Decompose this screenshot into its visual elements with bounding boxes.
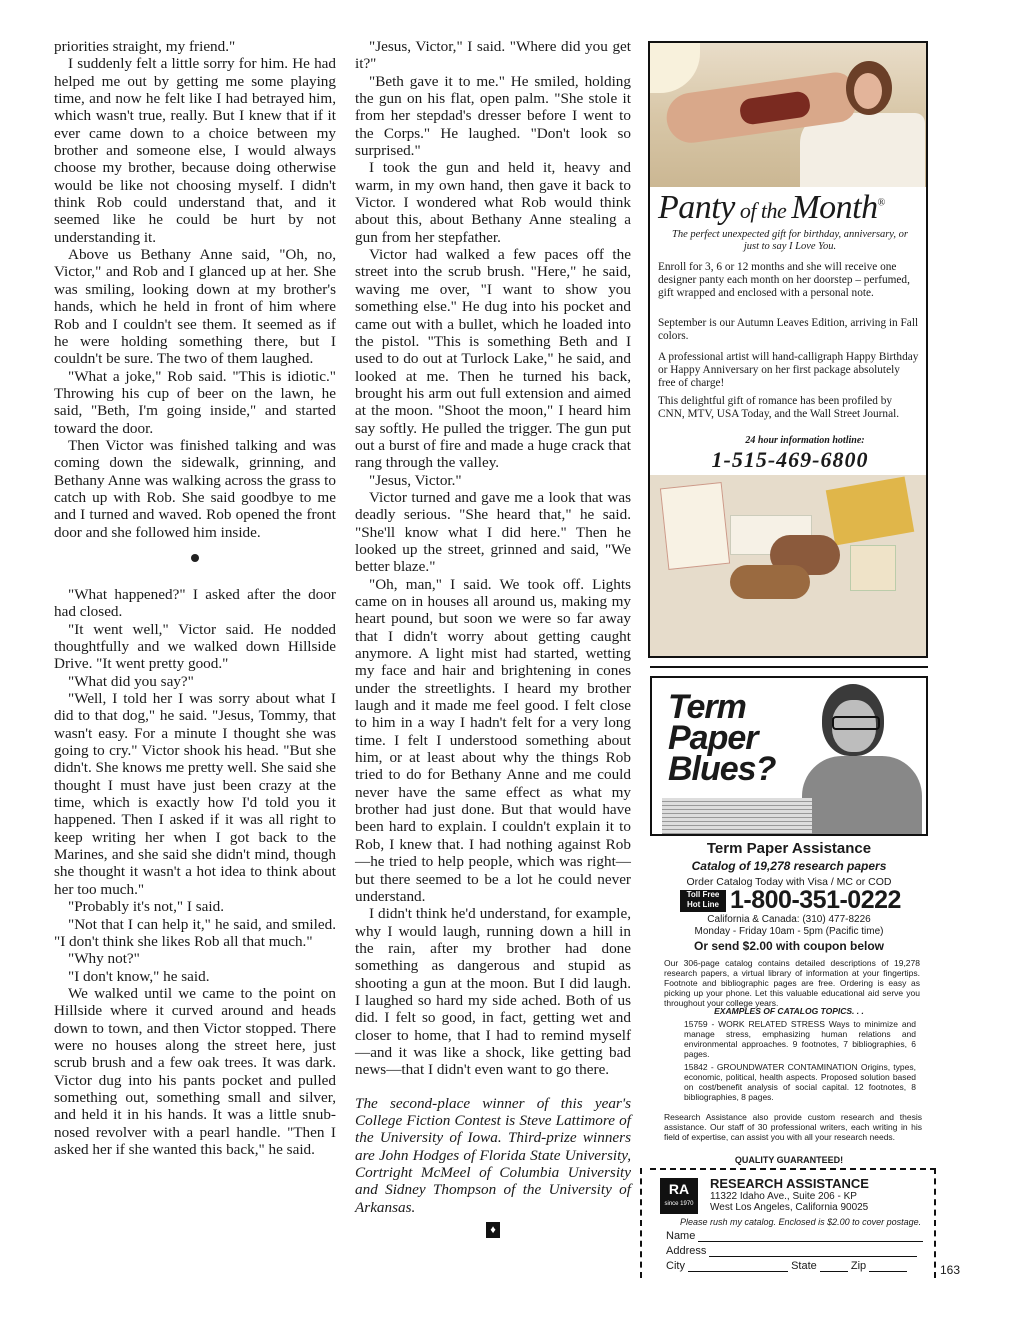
catalog-topic: 15759 - WORK RELATED STRESS Ways to minimize and manage stress, emphasizing human relations and environmental approaches. 9 footnotes, 7 bibliographies, 6 pages. xyxy=(684,1019,916,1059)
story-paragraph: "Jesus, Victor." xyxy=(369,471,462,489)
story-paragraph: I didn't think he'd understand, for example, why I would laugh, running down a hill in the rain, after my brother had done something as dangerous and stupid as shooting a gun at the moon. But I did laugh. I laughed so hard my side ached. Both of us did. I felt so good, in fact, getting wet and closer to home, that I had to remind myself—and it was like a shock, like getting bad news—that I didn't even want to go there. xyxy=(355,905,631,1079)
rabbit-head-endmark-icon: ♦ xyxy=(486,1222,500,1238)
catalog-description: Our 306-page catalog contains detailed descriptions of 19,278 research papers, a virtual library of information at your fingertips. Footnote and bibliographic pages are free. Ordering is easy as picking up your phone. Let this valuable educational aid serve you throughout your college years. xyxy=(664,958,920,1008)
model-photo xyxy=(650,43,926,187)
address-field[interactable]: Address xyxy=(666,1245,917,1257)
story-paragraph: "Beth gave it to me." He smiled, holding the gun on his flat, open palm. "She stole it from her stepdad's dresser before I went to the Corps." He laughed. "Don't look so surprised." xyxy=(355,72,631,160)
page-number: 163 xyxy=(940,1263,961,1277)
order-coupon xyxy=(650,1168,936,1278)
story-paragraph: Then Victor was finished talking and was coming down the sidewalk, grinning, and Bethany Anne was walking across the grass to catch up with Rob. She said goodbye to me and I turned and waved. Rob opened the front door and she followed him inside. xyxy=(54,436,336,541)
ra-logo: RA since 1970 xyxy=(660,1178,698,1214)
office-hours: Monday - Friday 10am - 5pm (Pacific time) xyxy=(694,926,884,937)
story-paragraph: "Not that I can help it," he said, and smiled. "I don't think she likes Rob all that much." xyxy=(54,915,336,950)
service-name: Term Paper Assistance xyxy=(706,840,872,857)
california-phone: California & Canada: (310) 477-8226 xyxy=(707,914,871,925)
ad-paragraph: This delightful gift of romance has been profiled by CNN, MTV, USA Today, and the Wall Street Journal. xyxy=(658,395,900,421)
story-paragraph: "Oh, man," I said. We took off. Lights came on in houses all around us, making my heart pound, but soon we were so far away that I didn't worry about getting caught anymore. A light mist had started, wetting my face and hair and brightening in cones under the streetlights. I heard my brother laugh and it made me feel good. I felt close to him in a way I hadn't felt for a very long time. I felt I understood something about him, or at least about why the things Rob tried to do for Bethany Anne and me could never have the same effect as what my brother had just done. But that would have been hard to explain. I couldn't explain it to Rob, I knew that. I had nothing against Rob—he tried to help people, which was right—but there seemed to be a lot he could never understand. xyxy=(355,575,631,905)
story-paragraph: Victor had walked a few paces off the street into the scrub brush. "Here," he said, waving me over, "I want to show you something else." He dug into his pocket and came out with a bullet, which he loaded into the pistol. "This is something Beth and I used to do out at Turlock Lake," he said, and looked at me. Then he turned his back, brought his arm out full extension and aimed at the moon. "Shoot the moon," I heard him say softly. He pulled the trigger. The gun put out a burst of fire and made a huge crack that rang through the valley. xyxy=(355,246,631,472)
story-column-1 xyxy=(54,38,336,1158)
story-paragraph: Above us Bethany Anne said, "Oh, no, Victor," and Rob and I glanced up at her. She was smiling, looking down at my brother's hands, which he held in front of him where Rob and I couldn't see them. It seemed as if he were holding something there, but I couldn't be sure. The two of them laughed. xyxy=(54,246,336,368)
ad-paragraph: A professional artist will hand-calligraph Happy Birthday or Happy Anniversary on her first package absolutely free of charge! xyxy=(658,351,919,390)
company-city: West Los Angeles, California 90025 xyxy=(710,1202,869,1213)
rush-note: Please rush my catalog. Enclosed is $2.00 to cover postage. xyxy=(680,1217,922,1227)
story-paragraph: "Jesus, Victor," I said. "Where did you get it?" xyxy=(355,38,631,73)
custom-research-text: Research Assistance also provide custom research and thesis assistance. Our staff of 30 professional writers, each writing in his field of expertise, can assist you with all your research needs. xyxy=(664,1112,922,1142)
coupon-left-cutline xyxy=(640,1168,642,1278)
term-paper-ad xyxy=(650,676,930,1276)
ad-photo-banner xyxy=(650,676,928,836)
catalog-topic: 15842 - GROUNDWATER CONTAMINATION Origins, types, economic, political, health aspects. Proposed solution based on cost/benefit analysis of social capital. 12 footnotes, 8 bibliographies, 8 pages. xyxy=(684,1062,916,1102)
ad-paragraph: September is our Autumn Leaves Edition, arriving in Fall colors. xyxy=(658,317,919,343)
city-state-zip-field[interactable]: City State Zip xyxy=(666,1260,907,1272)
quality-guaranteed: QUALITY GUARANTEED! xyxy=(734,1155,844,1165)
story-paragraph: "Well, I told her I was sorry about what I did to that dog," he said. "Jesus, Tommy, that wasn't easy. For a minute I thought she was going to cry." Victor shook his head. "But she didn't. She knows me pretty well. She said she thought I must have just been crazy at the time, which is exactly how I'd told you it happened. Then I asked if it was all right to keep writing her when I got back to the Marines, and she said she didn't mind, though she thought it wasn't a hot idea to think about her too much." xyxy=(54,690,336,898)
story-column-2 xyxy=(355,38,631,1238)
toll-free-badge: Toll Free Hot Line xyxy=(680,890,726,912)
story-paragraph: "I don't know," he said. xyxy=(68,967,210,985)
send-money-line: Or send $2.00 with coupon below xyxy=(693,939,885,953)
story-paragraph: "What happened?" I asked after the door had closed. xyxy=(54,585,336,621)
story-paragraph: Victor turned and gave me a look that was deadly serious. "She heard that," he said. "She'll know what I did here." Then he looked up the street, grinned and said, "We better blaze." xyxy=(355,488,631,576)
ad-subtitle: The perfect unexpected gift for birthday, anniversary, or just to say I Love You. xyxy=(672,229,908,252)
story-paragraph: "What did you say?" xyxy=(68,672,194,690)
ad-title: Panty of the Month® xyxy=(658,189,885,226)
story-paragraph: "Why not?" xyxy=(68,950,140,968)
company-address: 11322 Idaho Ave., Suite 206 - KP xyxy=(710,1191,857,1202)
name-field[interactable]: Name xyxy=(666,1230,923,1242)
ad-divider xyxy=(650,666,928,668)
order-line: Order Catalog Today with Visa / MC or COD xyxy=(686,876,892,888)
story-paragraph: I took the gun and held it, heavy and warm, in my own hand, then gave it back to Victor. I wondered what Rob would think about this, about Bethany Anne stealing a gun from her stepfather. xyxy=(355,159,631,246)
hotline-label: 24 hour information hotline: xyxy=(745,435,865,446)
product-photo xyxy=(650,475,926,656)
hotline-phone: 1-515-469-6800 xyxy=(711,447,869,472)
story-paragraph: "Probably it's not," I said. xyxy=(68,898,225,916)
ad-paragraph: Enroll for 3, 6 or 12 months and she will receive one designer panty each month on her doorstep – perfumed, gift wrapped and enclosed with a personal note. xyxy=(658,261,910,300)
toll-free-number: 1-800-351-0222 xyxy=(730,886,901,914)
story-paragraph: We walked until we came to the point on Hillside where it curved around and heads down to town, and then Victor stopped. There were no houses along the street here, just scrub brush and a few oak trees. It was dark. Victor dug into his pants pocket and pulled something out, something small and silver, and held it in his hands. It was a little snub-nosed revolver with a pearl handle. "Then I asked her if she wanted this back," he said. xyxy=(54,984,336,1158)
ad-headline: Term Paper Blues? xyxy=(668,688,776,788)
section-break-dot xyxy=(191,554,199,562)
company-name: RESEARCH ASSISTANCE xyxy=(710,1176,869,1191)
catalog-line: Catalog of 19,278 research papers xyxy=(691,859,887,873)
story-paragraph: "What a joke," Rob said. "This is idiotic." Throwing his cup of beer on the lawn, he said, "Beth, I'm going inside," and started toward the door. xyxy=(54,367,336,437)
story-paragraph: "It went well," Victor said. He nodded thoughtfully and we walked down Hillside Drive. "It went pretty good." xyxy=(54,620,336,673)
contest-note: The second-place winner of this year's College Fiction Contest is Steve Lattimore of the University of Iowa. Third-prize winners are John Hodges of Florida State University, Cortright McMeel of Columbia University and Sidney Thompson of the University of Arkansas. xyxy=(355,1094,631,1216)
story-paragraph: I suddenly felt a little sorry for him. He had helped me out by getting me some playing time, and now he felt like I had betrayed him, which wasn't true, really. But I knew that if it ever came down to a choice between my brother and someone else, I would always choose my brother, because doing otherwise would be like not choosing myself. I didn't think Rob could understand that, and it seemed like he could be hurt by not understanding it. xyxy=(54,55,336,246)
story-paragraph: priorities straight, my friend." xyxy=(54,38,236,55)
panty-of-the-month-ad xyxy=(648,41,928,658)
examples-heading: EXAMPLES OF CATALOG TOPICS. . . xyxy=(714,1006,864,1016)
